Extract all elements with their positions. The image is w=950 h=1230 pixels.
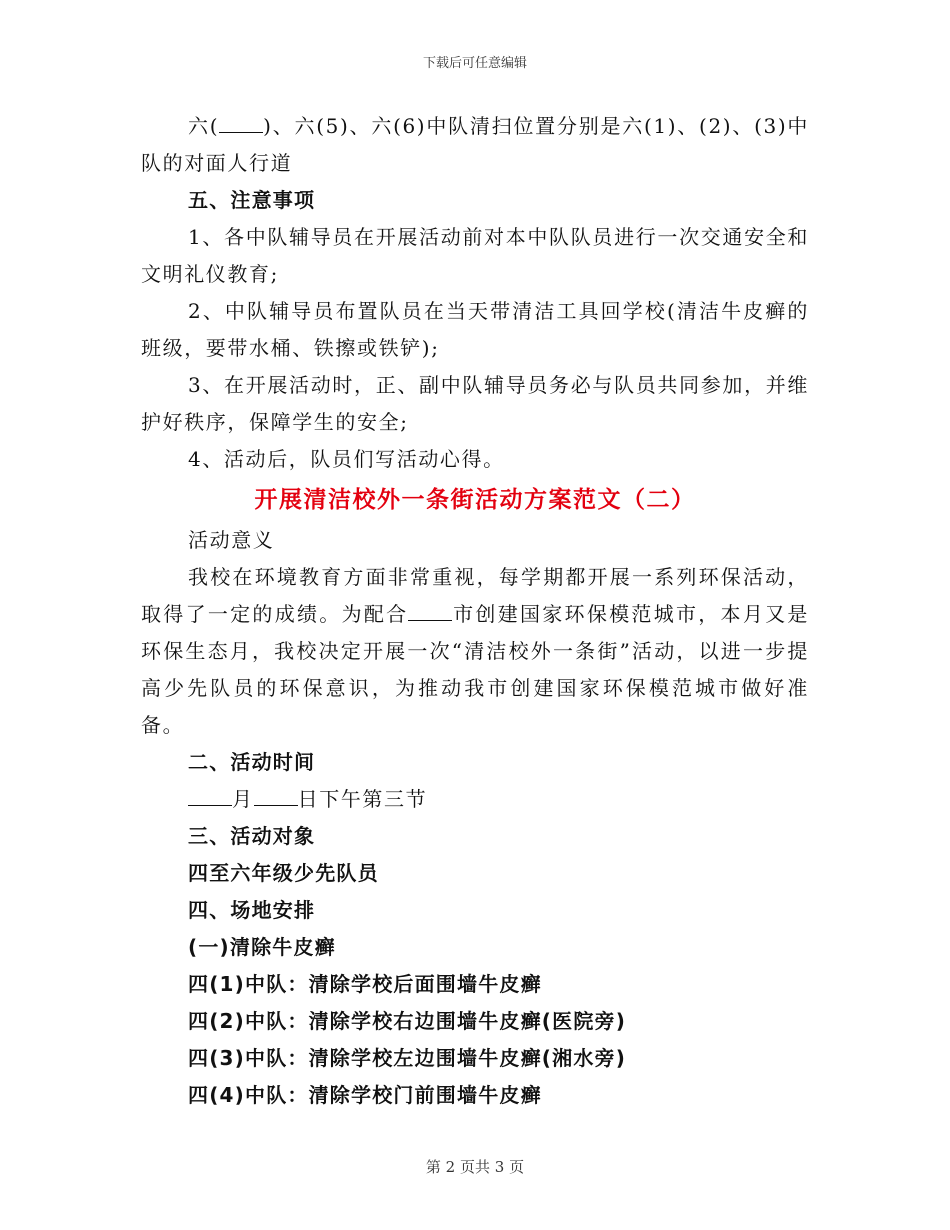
heading-notes: 五、注意事项	[188, 188, 316, 212]
section-meaning-label: 活动意义	[188, 528, 275, 552]
assignment-row: 四(2)中队：清除学校右边围墙牛皮癣(医院旁)	[188, 1009, 627, 1033]
subheading-remove-ads: (一)清除牛皮癣	[188, 935, 336, 959]
paragraph-meaning	[141, 559, 809, 744]
document-body	[141, 108, 809, 1114]
heading-time: 二、活动时间	[188, 750, 316, 774]
heading-venue: 四、场地安排	[188, 898, 316, 922]
paragraph-cleaning-positions	[141, 108, 809, 182]
assignment-row: 四(4)中队：清除学校门前围墙牛皮癣	[188, 1083, 542, 1107]
assignment-row: 四(1)中队：清除学校后面围墙牛皮癣	[188, 972, 542, 996]
heading-target: 三、活动对象	[188, 824, 316, 848]
note-item-3: 3、在开展活动时，正、副中队辅导员务必与队员共同参加，并维护好秩序，保障学生的安全;	[141, 373, 809, 434]
text: 我校在环境教育方面非常重视，每学期都开展一系列环保活动，取得了一定的成绩。为配合	[141, 565, 809, 626]
text: 六(	[188, 114, 220, 138]
page-footer: 第 2 页共 3 页	[425, 1158, 525, 1176]
target-audience: 四至六年级少先队员	[188, 861, 379, 885]
blank-underline	[408, 602, 452, 621]
blank-underline	[254, 787, 298, 806]
text: 日下午第三节	[297, 787, 428, 811]
note-item-1: 1、各中队辅导员在开展活动前对本中队队员进行一次交通安全和文明礼仪教育;	[141, 225, 809, 286]
note-item-4: 4、活动后，队员们写活动心得。	[188, 447, 505, 471]
note-item-2: 2、中队辅导员布置队员在当天带清洁工具回学校(清洁牛皮癣的班级，要带水桶、铁擦或铁铲);	[141, 299, 809, 360]
activity-time	[141, 781, 809, 818]
page-header: 下载后可任意编辑	[422, 56, 527, 71]
text: 市创建国家环保模范城市，本月又是环保生态月，我校决定开展一次“清洁校外一条街”活动，以进一步提高少先队员的环保意识，为推动我市创建国家环保模范城市做好准备。	[141, 602, 810, 737]
text: )、六(5)、六(6)中队清扫位置分别是六(1)、(2)、(3)中队的对面人行道	[141, 114, 809, 175]
document-title: 开展清洁校外一条街活动方案范文（二）	[254, 487, 696, 513]
text: 月	[232, 787, 254, 811]
assignment-row: 四(3)中队：清除学校左边围墙牛皮癣(湘水旁)	[188, 1046, 627, 1070]
blank-underline	[188, 787, 232, 806]
blank-underline	[219, 114, 263, 133]
